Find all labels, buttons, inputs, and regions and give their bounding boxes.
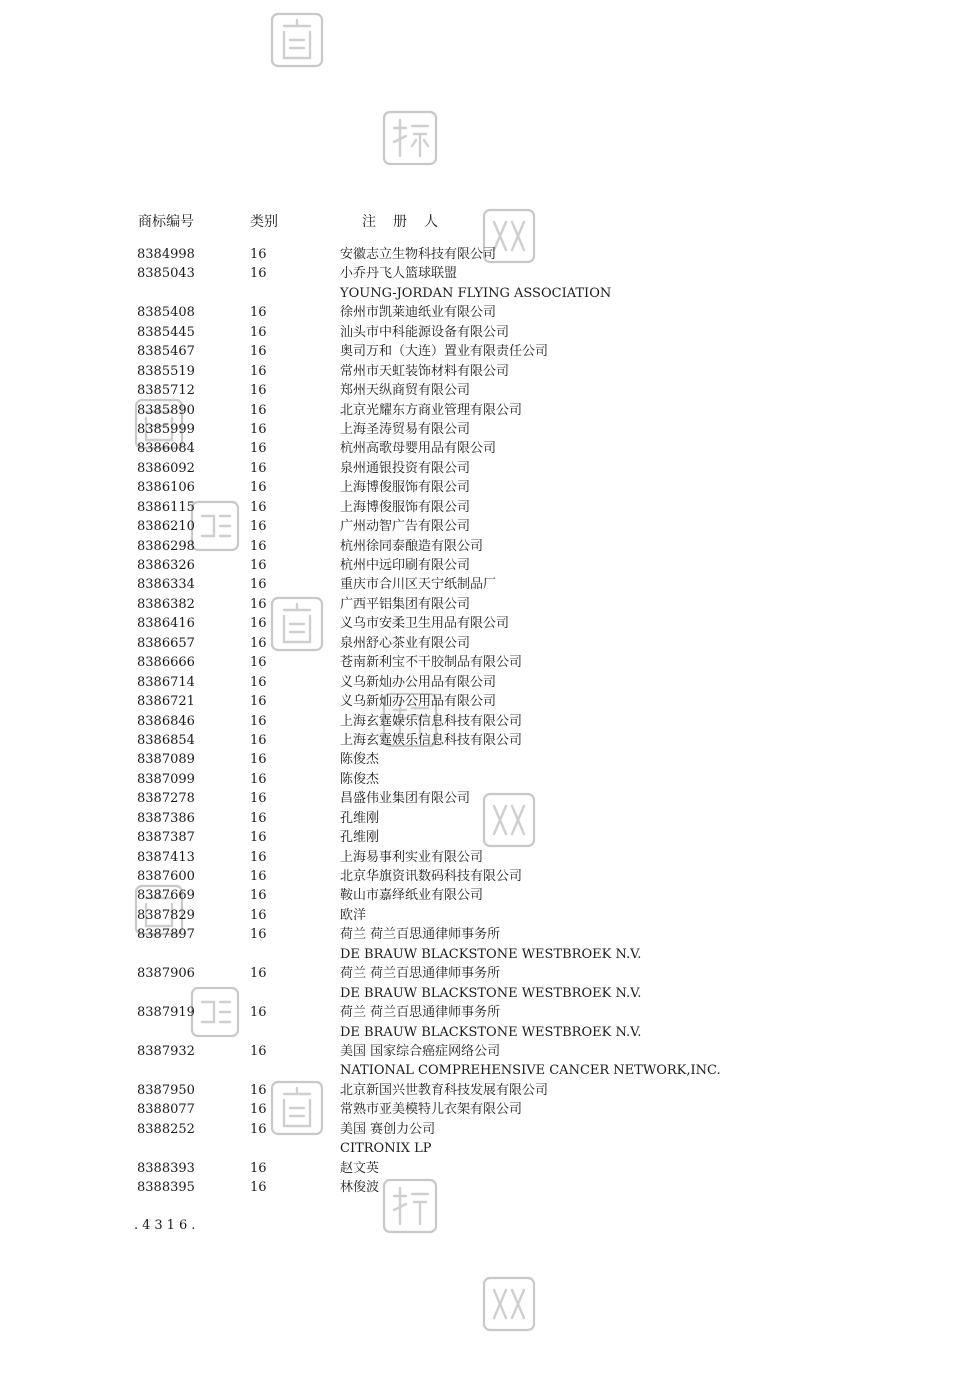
table-row [0, 984, 980, 1003]
watermark-stamp [272, 14, 322, 66]
trademark-class: 16 [250, 694, 267, 710]
registrant-name: 陈俊杰 [340, 752, 380, 768]
table-row [0, 264, 980, 283]
trademark-class: 16 [250, 363, 267, 379]
trademark-number: 8386416 [137, 616, 195, 632]
trademark-class: 16 [250, 655, 267, 671]
registrant-name: 泉州通银投资有限公司 [340, 460, 471, 476]
registrant-name: 奥司万和（大连）置业有限责任公司 [340, 344, 549, 360]
registrant-name: 义乌新灿办公用品有限公司 [340, 674, 497, 690]
trademark-number: 8387089 [137, 752, 195, 768]
trademark-number: 8385519 [137, 363, 195, 379]
trademark-number: 8384998 [137, 247, 195, 262]
table-row [0, 1120, 980, 1139]
table-row [0, 886, 980, 905]
trademark-number: 8385890 [137, 402, 195, 418]
trademark-number: 8385445 [137, 324, 195, 340]
trademark-number: 8385043 [137, 266, 195, 282]
table-row [0, 303, 980, 322]
trademark-class: 16 [250, 869, 267, 884]
table-row [0, 498, 980, 517]
registrant-name: 美国 国家综合癌症网络公司 [340, 1043, 501, 1059]
trademark-number: 8388252 [137, 1121, 195, 1137]
table-row [0, 770, 980, 789]
table-row [0, 342, 980, 361]
table-row [0, 517, 980, 536]
trademark-class: 16 [250, 460, 267, 476]
trademark-class: 16 [250, 771, 267, 787]
registrant-name: 陈俊杰 [340, 771, 380, 787]
table-row [0, 828, 980, 847]
trademark-number: 8386115 [137, 499, 195, 515]
table-row [0, 362, 980, 381]
registrant-name: 徐州市凯莱迪纸业有限公司 [340, 305, 497, 321]
table-row [0, 614, 980, 633]
registrant-name: 上海博俊服饰有限公司 [340, 499, 471, 515]
trademark-number: 8386106 [137, 480, 195, 496]
table-row [0, 556, 980, 575]
table-row [0, 1178, 980, 1197]
trademark-class: 16 [250, 596, 267, 612]
registrant-name: DE BRAUW BLACKSTONE WESTBROEK N.V. [340, 1024, 642, 1040]
registrant-name: 常州市天虹装饰材料有限公司 [340, 363, 510, 379]
registrant-name: 杭州高歌母婴用品有限公司 [340, 441, 497, 457]
table-row [0, 750, 980, 769]
table-row [0, 712, 980, 731]
table-row [0, 478, 980, 497]
table-row [0, 1081, 980, 1100]
registrant-name: 昌盛伟业集团有限公司 [340, 791, 471, 807]
trademark-class: 16 [250, 1005, 267, 1021]
registrant-name: DE BRAUW BLACKSTONE WESTBROEK N.V. [340, 946, 642, 962]
trademark-class: 16 [250, 927, 267, 943]
registrant-name: DE BRAUW BLACKSTONE WESTBROEK N.V. [340, 985, 642, 1001]
registrant-name: 孔维刚 [340, 810, 380, 826]
page-number: .4316. [134, 1218, 200, 1233]
table-row [0, 1061, 980, 1080]
table-row [0, 595, 980, 614]
trademark-number: 8387932 [137, 1043, 195, 1059]
registrant-name: 苍南新利宝不干胶制品有限公司 [340, 655, 523, 671]
trademark-number: 8386298 [137, 538, 195, 554]
registrant-name: 孔维刚 [340, 830, 380, 846]
trademark-class: 16 [250, 674, 267, 690]
table-row [0, 401, 980, 420]
trademark-class: 16 [250, 1160, 267, 1176]
trademark-number: 8386084 [137, 441, 195, 457]
trademark-class: 16 [250, 266, 267, 282]
trademark-number: 8385467 [137, 344, 195, 360]
table-row [0, 634, 980, 653]
trademark-number: 8387897 [137, 927, 195, 943]
trademark-class: 16 [250, 519, 267, 535]
table-row [0, 867, 980, 886]
trademark-number: 8388395 [137, 1180, 195, 1195]
trademark-number: 8387829 [137, 907, 195, 923]
trademark-class: 16 [250, 635, 267, 651]
trademark-number: 8385999 [137, 421, 195, 437]
trademark-class: 16 [250, 558, 267, 573]
trademark-number: 8387669 [137, 888, 195, 904]
table-row [0, 1139, 980, 1158]
table-header [0, 212, 980, 232]
registrant-name: 上海易事利实业有限公司 [340, 849, 484, 865]
trademark-class: 16 [250, 421, 267, 437]
registrant-name: 荷兰 荷兰百思通律师事务所 [340, 1005, 501, 1021]
table-row [0, 439, 980, 458]
trademark-class: 16 [250, 538, 267, 554]
registrant-name: 北京新国兴世教育科技发展有限公司 [340, 1082, 549, 1098]
table-row [0, 653, 980, 672]
trademark-class: 16 [250, 849, 267, 865]
table-row [0, 789, 980, 808]
trademark-number: 8386210 [137, 519, 195, 535]
trademark-number: 8386092 [137, 460, 195, 476]
trademark-class: 16 [250, 830, 267, 846]
registrant-name: CITRONIX LP [340, 1141, 432, 1157]
registrant-name: 安徽志立生物科技有限公司 [340, 247, 497, 262]
table-row [0, 692, 980, 711]
trademark-number: 8387906 [137, 966, 195, 982]
table-row [0, 809, 980, 828]
header-trademark-number: 商标编号 [138, 214, 194, 230]
trademark-class: 16 [250, 888, 267, 904]
registrant-name: 重庆市合川区天宁纸制品厂 [340, 577, 497, 593]
trademark-number: 8387919 [137, 1005, 195, 1021]
watermark-stamp [484, 1278, 534, 1330]
trademark-class: 16 [250, 247, 267, 262]
registrant-name: 林俊波 [340, 1180, 380, 1195]
registrant-name: 上海玄霆娱乐信息科技有限公司 [340, 732, 523, 748]
trademark-class: 16 [250, 480, 267, 496]
header-class: 类别 [250, 214, 278, 230]
registrant-name: 欧洋 [340, 907, 367, 923]
registrant-name: 泉州舒心茶业有限公司 [340, 635, 471, 651]
trademark-class: 16 [250, 441, 267, 457]
registrant-name: 荷兰 荷兰百思通律师事务所 [340, 966, 501, 982]
table-row [0, 575, 980, 594]
table-row [0, 848, 980, 867]
table-row [0, 459, 980, 478]
trademark-number: 8387600 [137, 869, 195, 884]
registrant-name: 上海博俊服饰有限公司 [340, 480, 471, 496]
trademark-class: 16 [250, 383, 267, 399]
registrant-name: 杭州中远印刷有限公司 [340, 558, 471, 573]
registrant-name: 义乌新灿办公用品有限公司 [340, 694, 497, 710]
trademark-class: 16 [250, 732, 267, 748]
trademark-class: 16 [250, 344, 267, 360]
trademark-number: 8385408 [137, 305, 195, 321]
trademark-number: 8387386 [137, 810, 195, 826]
registrant-name: 上海圣涛贸易有限公司 [340, 421, 471, 437]
trademark-class: 16 [250, 324, 267, 340]
table-row [0, 964, 980, 983]
table-row [0, 245, 980, 264]
registrant-name: YOUNG-JORDAN FLYING ASSOCIATION [340, 285, 612, 301]
registrant-name: 北京光耀东方商业管理有限公司 [340, 402, 523, 418]
registrant-name: 常熟市亚美模特儿衣架有限公司 [340, 1102, 523, 1118]
trademark-number: 8386666 [137, 655, 195, 671]
trademark-number: 8387099 [137, 771, 195, 787]
table-row [0, 1100, 980, 1119]
registrant-name: 广州动智广告有限公司 [340, 519, 471, 535]
trademark-class: 16 [250, 1121, 267, 1137]
table-row [0, 945, 980, 964]
table-row [0, 420, 980, 439]
registrant-name: NATIONAL COMPREHENSIVE CANCER NETWORK,INC. [340, 1063, 721, 1079]
trademark-class: 16 [250, 713, 267, 729]
trademark-number: 8386846 [137, 713, 195, 729]
trademark-number: 8387950 [137, 1082, 195, 1098]
table-row [0, 323, 980, 342]
header-registrant: 注册人 [362, 214, 455, 230]
trademark-number: 8386657 [137, 635, 195, 651]
trademark-class: 16 [250, 907, 267, 923]
trademark-class: 16 [250, 752, 267, 768]
table-row [0, 1042, 980, 1061]
trademark-number: 8386854 [137, 732, 195, 748]
trademark-number: 8388077 [137, 1102, 195, 1118]
trademark-class: 16 [250, 499, 267, 515]
trademark-class: 16 [250, 305, 267, 321]
table-row [0, 731, 980, 750]
trademark-class: 16 [250, 966, 267, 982]
trademark-number: 8386721 [137, 694, 195, 710]
table-row [0, 925, 980, 944]
trademark-number: 8387413 [137, 849, 195, 865]
registrant-name: 鞍山市嘉绎纸业有限公司 [340, 888, 484, 904]
table-row [0, 1023, 980, 1042]
table-row [0, 1003, 980, 1022]
registrant-name: 广西平铝集团有限公司 [340, 596, 471, 612]
registrant-name: 北京华旗资讯数码科技有限公司 [340, 869, 523, 884]
trademark-class: 16 [250, 577, 267, 593]
trademark-class: 16 [250, 402, 267, 418]
registrant-name: 郑州天纵商贸有限公司 [340, 383, 471, 399]
trademark-number: 8386714 [137, 674, 195, 690]
trademark-class: 16 [250, 1180, 267, 1195]
registrant-name: 杭州徐同泰酿造有限公司 [340, 538, 484, 554]
table-row [0, 381, 980, 400]
registrant-name: 义乌市安柔卫生用品有限公司 [340, 616, 510, 632]
trademark-table [0, 245, 980, 1197]
registrant-name: 汕头市中科能源设备有限公司 [340, 324, 510, 340]
trademark-number: 8387278 [137, 791, 195, 807]
table-row [0, 906, 980, 925]
table-row [0, 284, 980, 303]
registrant-name: 上海玄霆娱乐信息科技有限公司 [340, 713, 523, 729]
watermark-stamp [384, 112, 436, 164]
registrant-name: 美国 赛创力公司 [340, 1121, 436, 1137]
trademark-number: 8386334 [137, 577, 195, 593]
trademark-class: 16 [250, 810, 267, 826]
trademark-class: 16 [250, 1082, 267, 1098]
trademark-number: 8387387 [137, 830, 195, 846]
trademark-class: 16 [250, 791, 267, 807]
trademark-number: 8386326 [137, 558, 195, 573]
trademark-number: 8388393 [137, 1160, 195, 1176]
registrant-name: 赵文英 [340, 1160, 380, 1176]
trademark-class: 16 [250, 616, 267, 632]
registrant-name: 小乔丹飞人篮球联盟 [340, 266, 458, 282]
table-row [0, 673, 980, 692]
registrant-name: 荷兰 荷兰百思通律师事务所 [340, 927, 501, 943]
table-row [0, 1159, 980, 1178]
table-row [0, 537, 980, 556]
trademark-class: 16 [250, 1043, 267, 1059]
trademark-number: 8386382 [137, 596, 195, 612]
trademark-class: 16 [250, 1102, 267, 1118]
trademark-number: 8385712 [137, 383, 195, 399]
